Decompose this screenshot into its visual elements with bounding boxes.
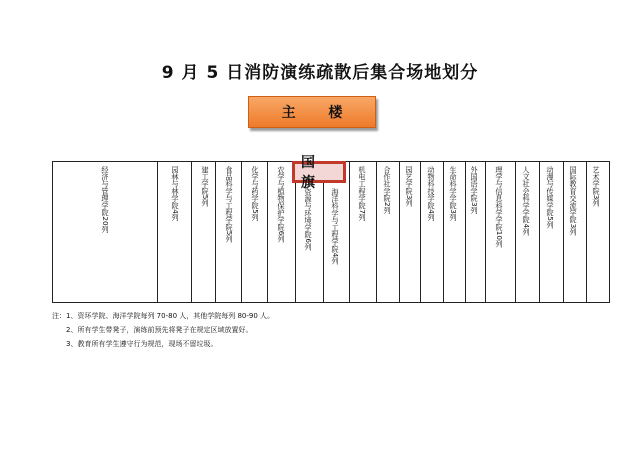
column-label: 园林与林学院4列: [171, 166, 180, 221]
note-line: 注：1、资环学院、海洋学院每列 70-80 人，其他学院每列 80-90 人。: [52, 312, 275, 320]
main-building-box: [248, 96, 376, 128]
column-label: 建工学院5列: [201, 166, 210, 207]
column-divider: [420, 162, 421, 302]
column-label: 理学与信息科学学院10列: [495, 166, 504, 248]
column-divider: [241, 162, 242, 302]
note-line: 3、教育所有学生遵守行为规范，现场不留垃圾。: [66, 340, 218, 348]
column-divider: [349, 162, 350, 302]
column-divider: [485, 162, 486, 302]
column-divider: [443, 162, 444, 302]
column-divider: [399, 162, 400, 302]
main-building-label: 主 楼: [281, 105, 357, 121]
column-label: 海洋科学与工程学院4列: [331, 188, 340, 265]
column-divider: [267, 162, 268, 302]
column-divider: [515, 162, 516, 302]
column-label: 动漫与传媒学院5列: [546, 166, 555, 229]
column-divider: [563, 162, 564, 302]
column-divider: [191, 162, 192, 302]
column-label: 资源与环境学院6列: [304, 188, 313, 251]
column-label: 外国语学院3列: [470, 166, 479, 214]
column-divider: [157, 162, 158, 302]
column-divider: [465, 162, 466, 302]
column-label: 生命科学学院3列: [449, 166, 458, 221]
column-label: 合作社学院2列: [383, 166, 392, 214]
column-divider: [215, 162, 216, 302]
column-divider: [295, 162, 296, 302]
column-label: 动物科技学院4列: [427, 166, 436, 221]
column-label: 艺术学院3列: [592, 166, 601, 207]
column-label: 经济与管理学院20列: [101, 166, 110, 233]
column-divider: [586, 162, 587, 302]
notes-section: [52, 309, 275, 351]
note-line: 2、所有学生带凳子，演练前预先将凳子在规定区域放置好。: [66, 326, 253, 334]
column-label: 园艺学院3列: [405, 166, 414, 207]
column-divider: [376, 162, 377, 302]
page-title: 9 月 5 日消防演练疏散后集合场地划分: [161, 63, 479, 83]
column-label: 国际教育交流学院3列: [569, 166, 578, 236]
column-label: 化学与药学院5列: [251, 166, 260, 221]
column-label: 机电工程学院7列: [358, 166, 367, 221]
national-flag-box: 国 旗: [292, 161, 346, 183]
column-divider: [539, 162, 540, 302]
column-label: 农学与植物保护学院6列: [277, 166, 286, 243]
column-label: 食品科学与工程学院5列: [225, 166, 234, 243]
column-label: 人文社会科学学院4列: [522, 166, 531, 236]
